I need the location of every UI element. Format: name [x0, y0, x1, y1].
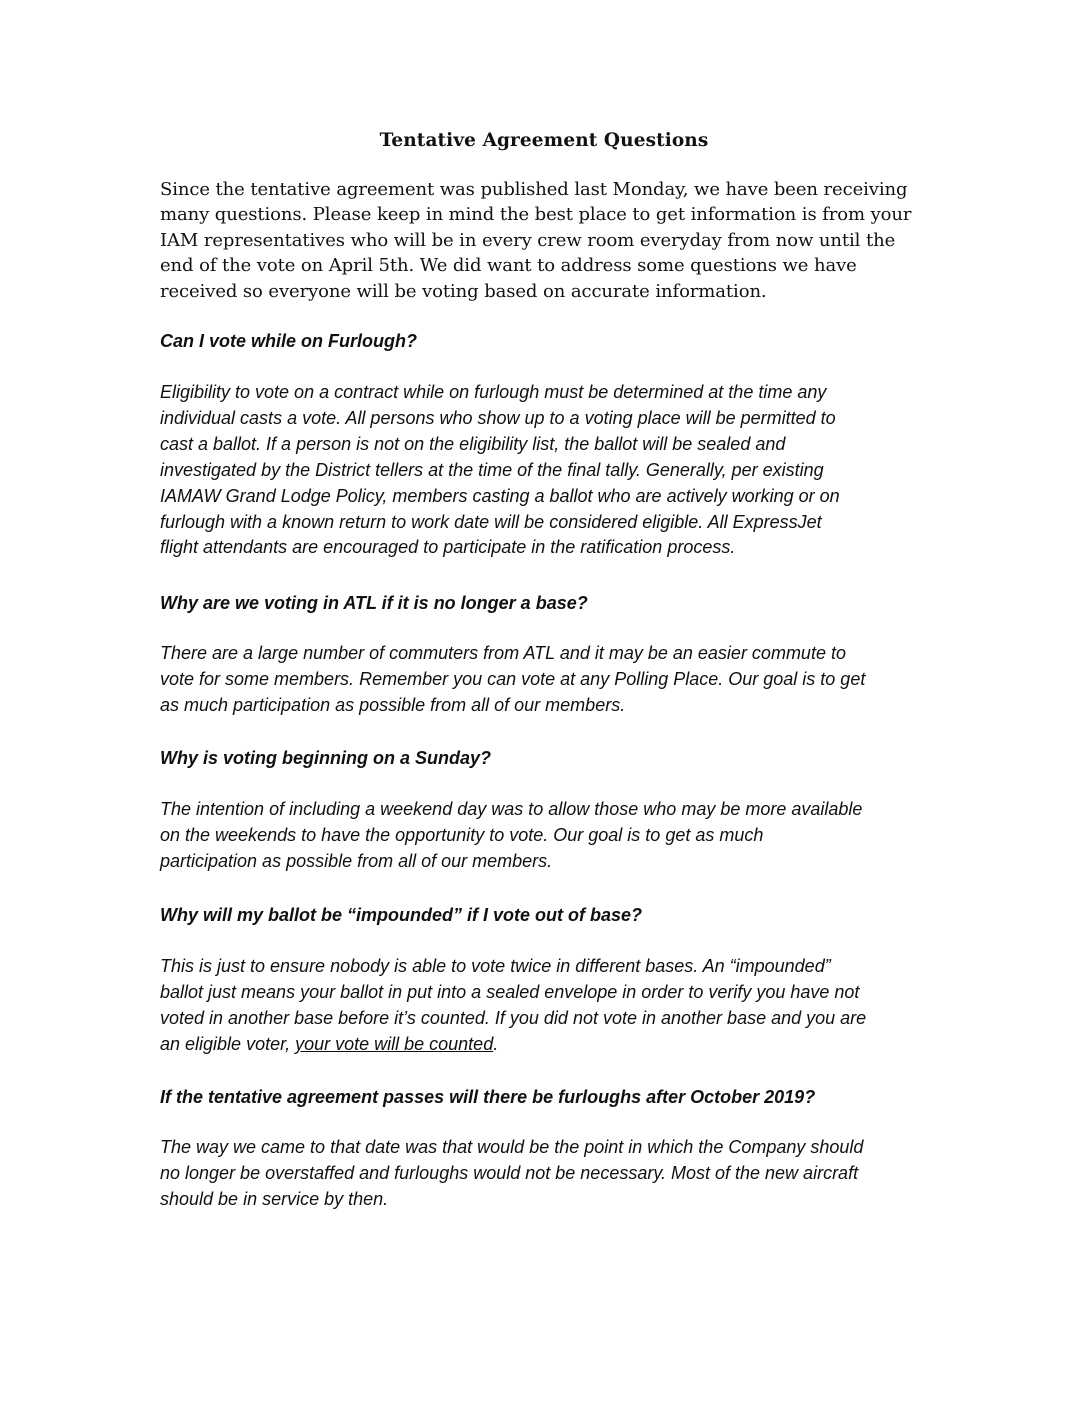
answer-line: The way we came to that date was that would be the point in which the Company should	[160, 1137, 864, 1157]
answer-paragraph	[160, 954, 960, 1058]
question-heading: Why are we voting in ATL if it is no longer a base?	[160, 593, 588, 613]
underlined-emphasis: your vote will be counted	[295, 1033, 494, 1054]
answer-line: IAMAW Grand Lodge Policy, members casting a ballot who are actively working or on	[160, 485, 840, 506]
intro-line: IAM representatives who will be in every crew room everyday from now until the	[160, 229, 896, 251]
question-heading: If the tentative agreement passes will there be furloughs after October 2019?	[160, 1087, 816, 1107]
answer-line: flight attendants are encouraged to participate in the ratification process.	[160, 537, 736, 558]
answer-text: an eligible voter,	[160, 1033, 296, 1054]
answer-line: individual casts a vote. All persons who show up to a voting place will be permitted to	[160, 407, 836, 428]
answer-line: should be in service by then.	[160, 1188, 389, 1209]
answer-line: The intention of including a weekend day was to allow those who may be more available	[160, 799, 863, 819]
answer-line: investigated by the District tellers at the time of the final tally. Generally, per existing	[160, 459, 824, 480]
answer-line	[160, 1032, 960, 1058]
answer-line: voted in another base before it’s counted. If you did not vote in another base and you are	[160, 1007, 867, 1028]
answer-line: cast a ballot. If a person is not on the eligibility list, the ballot will be sealed and	[160, 433, 786, 454]
question-heading: Can I vote while on Furlough?	[160, 331, 417, 351]
question-heading: Why is voting beginning on a Sunday?	[160, 748, 491, 768]
answer-line: Eligibility to vote on a contract while on furlough must be determined at the time any	[160, 382, 827, 402]
answer-line: This is just to ensure nobody is able to vote twice in different bases. An “impounded”	[160, 956, 831, 976]
answer-text: .	[493, 1033, 499, 1054]
answer-line: ballot just means your ballot in put into a sealed envelope in order to verify you have not	[160, 981, 860, 1002]
question-heading: Why will my ballot be “impounded” if I vote out of base?	[160, 905, 643, 925]
intro-line: received so everyone will be voting based on accurate information.	[160, 280, 767, 302]
answer-paragraph	[160, 380, 960, 561]
intro-line: end of the vote on April 5th. We did want to address some questions we have	[160, 255, 857, 277]
answer-paragraph	[160, 1135, 960, 1213]
answer-line: There are a large number of commuters from ATL and it may be an easier commute to	[160, 643, 846, 663]
intro-line: Since the tentative agreement was published last Monday, we have been receiving	[160, 179, 908, 200]
answer-line: as much participation as possible from all of our members.	[160, 694, 626, 715]
answer-line: on the weekends to have the opportunity to vote. Our goal is to get as much	[160, 824, 764, 845]
page-title: Tentative Agreement Questions	[379, 130, 709, 151]
intro-line: many questions. Please keep in mind the best place to get information is from your	[160, 204, 912, 226]
answer-paragraph	[160, 797, 960, 875]
answer-line: no longer be overstaffed and furloughs would not be necessary. Most of the new aircraft	[160, 1162, 859, 1183]
answer-line: furlough with a known return to work date will be considered eligible. All ExpressJet	[160, 511, 822, 532]
answer-paragraph	[160, 641, 960, 719]
answer-line: participation as possible from all of our members.	[160, 850, 553, 871]
intro-paragraph	[160, 177, 950, 304]
answer-line: vote for some members. Remember you can vote at any Polling Place. Our goal is to get	[160, 668, 866, 689]
